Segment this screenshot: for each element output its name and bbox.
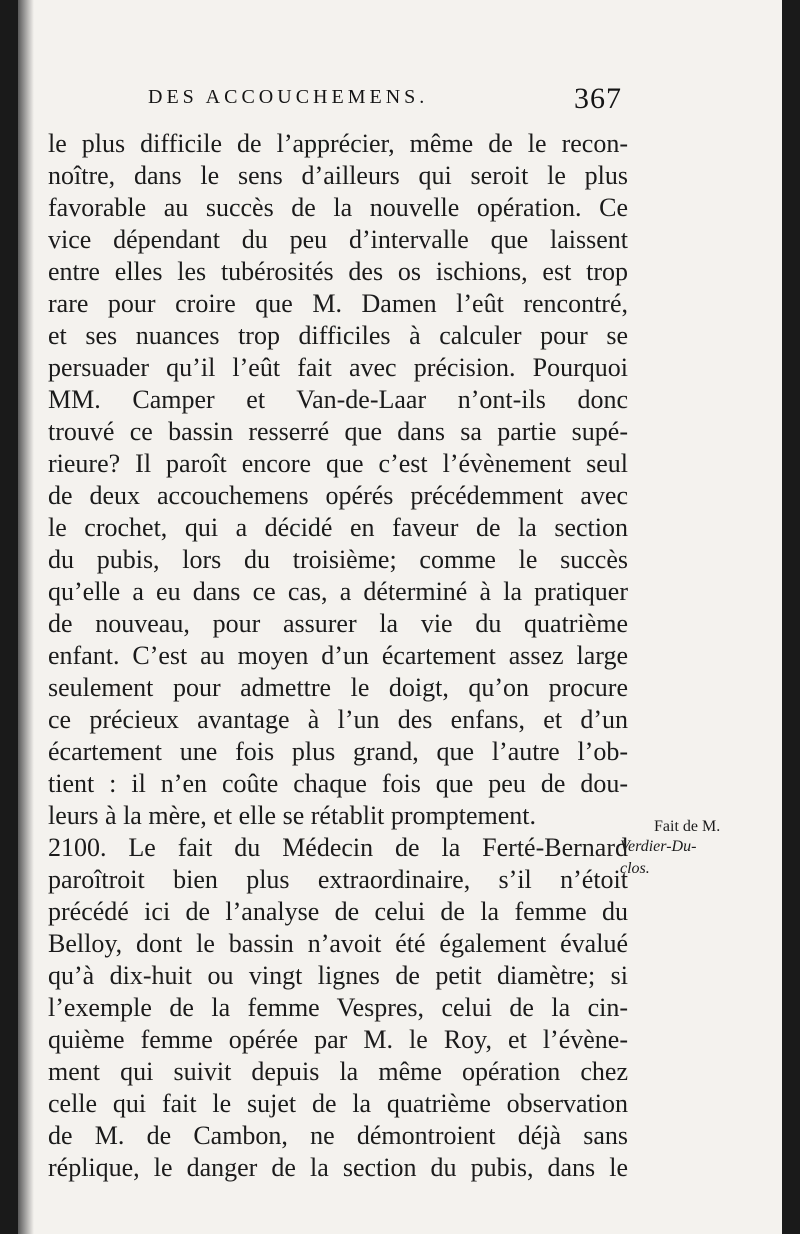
text-line: de deux accouchemens opérés précédemment avec xyxy=(48,481,628,510)
page-gutter-shadow xyxy=(18,0,34,1234)
text-line: l’exemple de la femme Vespres, celui de la cin- xyxy=(48,993,628,1022)
text-line: qu’elle a eu dans ce cas, a déterminé à la pratiquer xyxy=(48,577,628,606)
text-line: ment qui suivit depuis la même opération chez xyxy=(48,1057,628,1086)
text-line: du pubis, lors du troisième; comme le succès xyxy=(48,545,628,574)
paragraph-2100-start: 2100. Le fait du Médecin de la Ferté-Bernard xyxy=(48,833,628,862)
book-page xyxy=(18,0,782,1234)
text-line: de nouveau, pour assurer la vie du quatrième xyxy=(48,609,628,638)
text-line: favorable au succès de la nouvelle opération. Ce xyxy=(48,193,628,222)
margin-note-line: clos. xyxy=(620,860,650,877)
text-line: paroîtroit bien plus extraordinaire, s’il n’étoit xyxy=(48,865,628,894)
text-line: tient : il n’en coûte chaque fois que peu de dou- xyxy=(48,769,628,798)
running-head: DES ACCOUCHEMENS. xyxy=(148,86,429,108)
text-line: celle qui fait le sujet de la quatrième observation xyxy=(48,1089,628,1118)
text-line: de M. de Cambon, ne démontroient déjà sans xyxy=(48,1121,628,1150)
text-line: vice dépendant du peu d’intervalle que laissent xyxy=(48,225,628,254)
text-line: qu’à dix-huit ou vingt lignes de petit diamètre; si xyxy=(48,961,628,990)
text-line: quième femme opérée par M. le Roy, et l’évène- xyxy=(48,1025,628,1054)
text-line: réplique, le danger de la section du pubis, dans le xyxy=(48,1153,628,1182)
text-line: MM. Camper et Van-de-Laar n’ont-ils donc xyxy=(48,385,628,414)
text-line: rare pour croire que M. Damen l’eût rencontré, xyxy=(48,289,628,318)
text-line: écartement une fois plus grand, que l’autre l’ob- xyxy=(48,737,628,766)
text-line: ce précieux avantage à l’un des enfans, et d’un xyxy=(48,705,628,734)
margin-note-line: Fait de M. xyxy=(654,818,721,835)
text-line: et ses nuances trop difficiles à calculer pour se xyxy=(48,321,628,350)
text-line: persuader qu’il l’eût fait avec précision. Pourquoi xyxy=(48,353,628,382)
text-line: leurs à la mère, et elle se rétablit promptement. xyxy=(48,801,537,830)
text-line: précédé ici de l’analyse de celui de la femme du xyxy=(48,897,628,926)
text-line: trouvé ce bassin resserré que dans sa partie supé- xyxy=(48,417,628,446)
page-number: 367 xyxy=(574,82,622,115)
text-line: noître, dans le sens d’ailleurs qui seroit le plus xyxy=(48,161,628,190)
text-line: le crochet, qui a décidé en faveur de la section xyxy=(48,513,628,542)
text-line: le plus difficile de l’apprécier, même de le recon- xyxy=(48,129,628,158)
text-line: rieure? Il paroît encore que c’est l’évènement seul xyxy=(48,449,628,478)
text-line: seulement pour admettre le doigt, qu’on procure xyxy=(48,673,628,702)
text-line: Belloy, dont le bassin n’avoit été également évalué xyxy=(48,929,628,958)
margin-note-line: Verdier-Du- xyxy=(620,838,697,855)
text-line: enfant. C’est au moyen d’un écartement assez large xyxy=(48,641,628,670)
text-line: entre elles les tubérosités des os ischions, est trop xyxy=(48,257,628,286)
